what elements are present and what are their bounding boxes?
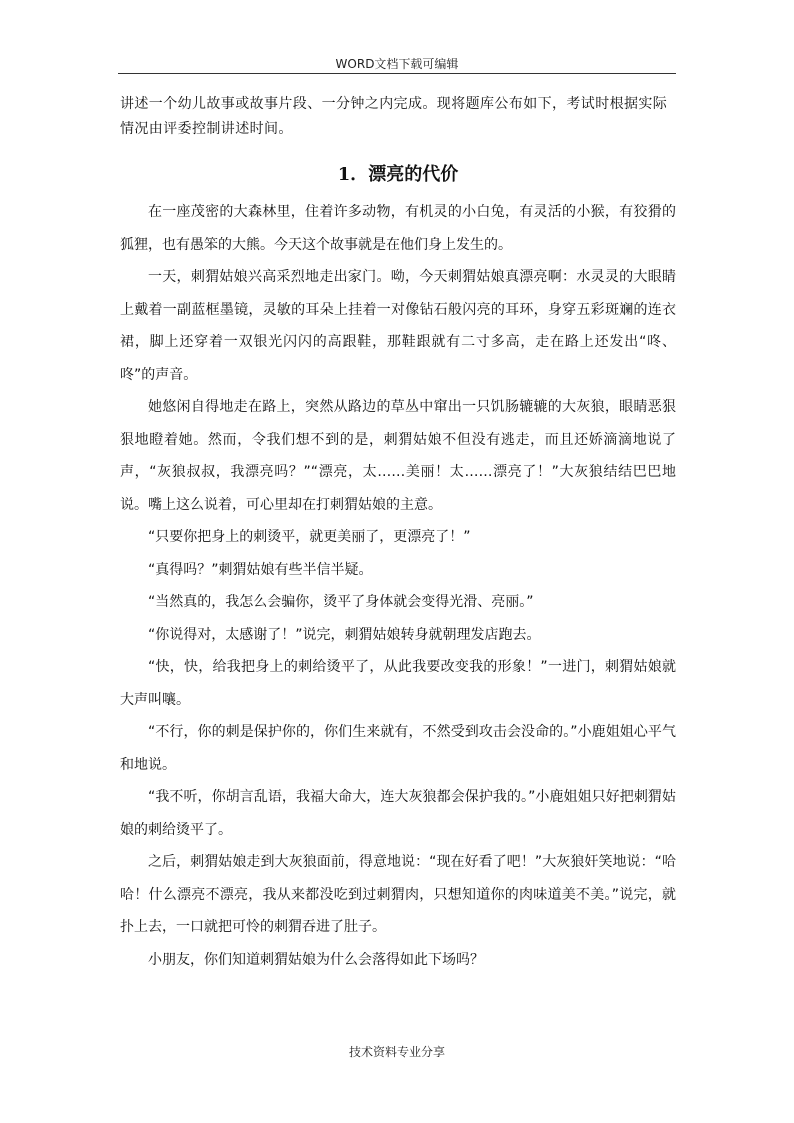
page-header: WORD文档下载可编辑 (335, 57, 459, 71)
header-divider (118, 73, 676, 74)
story-paragraph: “只要你把身上的刺烫平，就更美丽了，更漂亮了！” (148, 529, 471, 545)
document-body (120, 92, 676, 976)
story-paragraph: “当然真的，我怎么会骗你，烫平了身体就会变得光滑、亮丽。” (148, 594, 534, 610)
story-paragraph: “快，快，给我把身上的刺给烫平了，从此我要改变我的形象！”一进门，刺猬姑娘就大声叫嚷。 (120, 659, 676, 708)
story-paragraph: “不行，你的刺是保护你的，你们生来就有，不然受到攻击会没命的。”小鹿姐姐心平气和地说。 (120, 724, 676, 773)
story-title: 1．漂亮的代价 (337, 164, 459, 185)
story-paragraph: 在一座茂密的大森林里，住着许多动物，有机灵的小白兔，有灵活的小猴，有狡猾的狐狸，也有愚笨的大熊。今天这个故事就是在他们身上发生的。 (120, 204, 676, 253)
story-paragraph: 一天，刺猬姑娘兴高采烈地走出家门。呦，今天刺猬姑娘真漂亮啊：水灵灵的大眼睛上戴着一副蓝框墨镜，灵敏的耳朵上挂着一对像钻石般闪亮的耳环，身穿五彩斑斓的连衣裙，脚上还穿着一双银光闪闪的高跟鞋，那鞋跟就有二寸多高，走在路上还发出“咚、咚”的声音。 (120, 269, 676, 383)
story-paragraph: 小朋友，你们知道刺猬姑娘为什么会落得如此下场吗？ (148, 951, 484, 968)
story-paragraph: “真得吗？”刺猬姑娘有些半信半疑。 (148, 561, 373, 578)
story-paragraph: “你说得对，太感谢了！”说完，刺猬姑娘转身就朝理发店跑去。 (148, 626, 541, 643)
story-paragraph: 她悠闲自得地走在路上，突然从路边的草丛中窜出一只饥肠辘辘的大灰狼，眼睛恶狠狠地瞪着她。然而，令我们想不到的是，刺猬姑娘不但没有逃走，而且还娇滴滴地说了声，“灰狼叔叔，我漂亮吗？”“漂亮，太……美丽！太……漂亮了！”大灰狼结结巴巴地说。嘴上这么说着，可心里却在打刺猬姑娘的主意。 (120, 399, 676, 513)
story-paragraph: “我不听，你胡言乱语，我福大命大，连大灰狼都会保护我的。”小鹿姐姐只好把刺猬姑娘的刺给烫平了。 (120, 789, 676, 838)
story-paragraph: 之后，刺猬姑娘走到大灰狼面前，得意地说：“现在好看了吧！”大灰狼奸笑地说：“哈哈！什么漂亮不漂亮，我从来都没吃到过刺猬肉，只想知道你的肉味道美不美。”说完，就扑上去，一口就把可怜的刺猬吞进了肚子。 (120, 854, 676, 935)
intro-paragraph: 讲述一个幼儿故事或故事片段、一分钟之内完成。现将题库公布如下，考试时根据实际情况由评委控制讲述时间。 (120, 96, 668, 137)
page-footer: 技术资料专业分享 (348, 1045, 445, 1059)
